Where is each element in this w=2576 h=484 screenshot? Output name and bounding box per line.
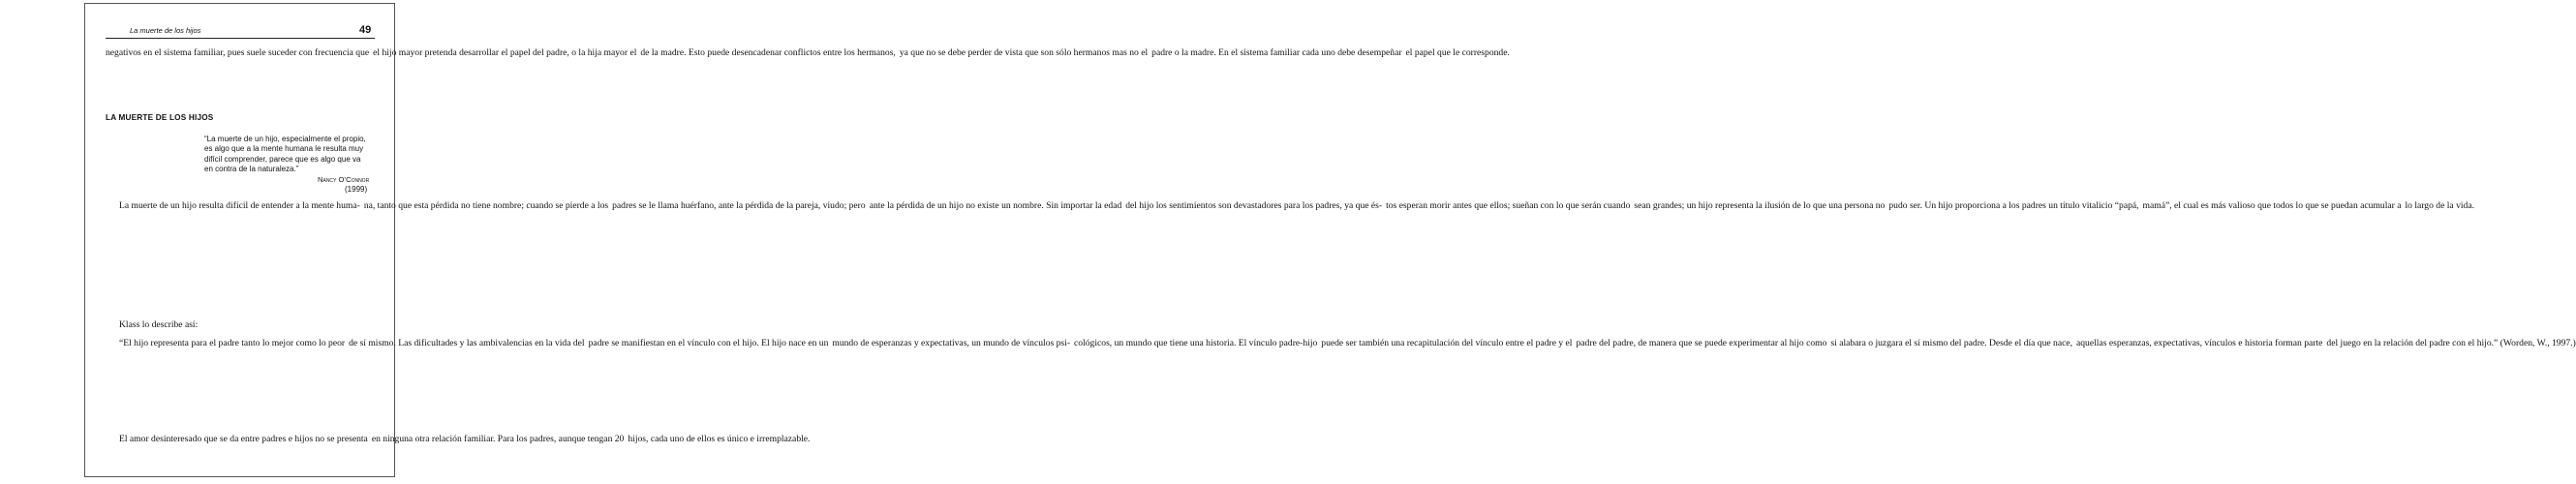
text-line: padre se manifiestan en el vínculo con el hijo. El hijo nace en un	[588, 338, 829, 348]
text-line: na, tanto que esta pérdida no tiene nombre; cuando se pierde a los	[363, 200, 609, 211]
text-line: ya que no se debe perder de vista que son sólo hermanos mas no el	[899, 47, 1149, 58]
text-line: tos esperan morir antes que ellos; sueñan con lo que serán cuando	[1386, 200, 1631, 211]
text-line: padre del padre, de manera que se puede experimentar al hijo como	[1576, 338, 1827, 348]
text-line: sean grandes; un hijo representa la ilusión de lo que una persona no	[1634, 200, 1886, 211]
main-paragraph	[106, 196, 2474, 213]
text-line: cológicos, un mundo que tiene una historia. El vínculo padre-hijo	[1074, 338, 1318, 348]
text-line: negativos en el sistema familiar, pues suele suceder con frecuencia que	[106, 47, 370, 58]
section-heading: LA MUERTE DE LOS HIJOS	[106, 113, 214, 122]
text-line: del hijo los sentimientos son devastadores para los padres, ya que és-	[1125, 200, 1383, 211]
epigraph-quote	[204, 135, 366, 175]
text-line: el hijo mayor pretenda desarrollar el papel del padre, o la hija mayor el	[373, 47, 637, 58]
text-line: lo largo de la vida.	[2405, 200, 2474, 211]
text-line: del juego en la relación del padre con el hijo.” (Worden, W., 1997.)	[2326, 338, 2576, 348]
text-line: mamá”, el cual es más valioso que todos lo que se puedan acumular a	[2142, 200, 2402, 211]
text-line: pudo ser. Un hijo proporciona a los padres un título vitalicio “papá,	[1888, 200, 2139, 211]
text-line: aquellas esperanzas, expectativas, vínculos e historia forman parte	[2076, 338, 2323, 348]
text-line: hijos, cada uno de ellos es único e irremplazable.	[628, 434, 811, 444]
text-line: mundo de esperanzas y expectativas, un mundo de vínculos psi-	[832, 338, 1071, 348]
text-line: ante la pérdida de un hijo no existe un nombre. Sin importar la edad	[869, 200, 1122, 211]
text-line: padre o la madre. En el sistema familiar cada uno debe desempeñar	[1151, 47, 1402, 58]
text-line: puede ser también una recapitulación del vínculo entre el padre y el	[1321, 338, 1573, 348]
klass-intro	[119, 315, 198, 332]
epigraph-author: Nancy O’Connor	[318, 175, 370, 184]
epigraph-line: en contra de la naturaleza.”	[204, 165, 299, 174]
final-paragraph	[106, 429, 810, 446]
quote-paragraph	[106, 333, 2576, 350]
epigraph-line: “La muerte de un hijo, especialmente el propio,	[204, 135, 366, 143]
epigraph-line: difícil comprender, parece que es algo que va	[204, 154, 361, 164]
text-line: padres se le llama huérfano, ante la pérdida de la pareja, viudo; pero	[612, 200, 866, 211]
text-line: “El hijo representa para el padre tanto lo mejor como lo peor	[119, 338, 346, 348]
text-line: si alabara o juzgara el sí mismo del padre. Desde el día que nace,	[1830, 338, 2072, 348]
epigraph-line: es algo que a la mente humana le resulta muy	[204, 144, 364, 154]
header-rule	[106, 38, 375, 39]
text-line: de la madre. Esto puede desencadenar conflictos entre los hermanos,	[640, 47, 896, 58]
intro-paragraph	[106, 43, 1510, 60]
text-line: La muerte de un hijo resulta difícil de entender a la mente huma-	[119, 200, 360, 211]
text-line: el papel que le corresponde.	[1405, 47, 1510, 58]
text-line: de sí mismo. Las dificultades y las ambivalencias en la vida del	[349, 338, 585, 348]
text-line: Klass lo describe así:	[119, 319, 199, 330]
running-header-title: La muerte de los hijos	[130, 26, 201, 35]
text-line: en ninguna otra relación familiar. Para los padres, aunque tengan 20	[371, 434, 625, 444]
text-line: El amor desinteresado que se da entre padres e hijos no se presenta	[119, 434, 368, 444]
epigraph-year: (1999)	[345, 185, 368, 194]
page-number: 49	[359, 24, 372, 36]
book-page	[84, 3, 395, 477]
